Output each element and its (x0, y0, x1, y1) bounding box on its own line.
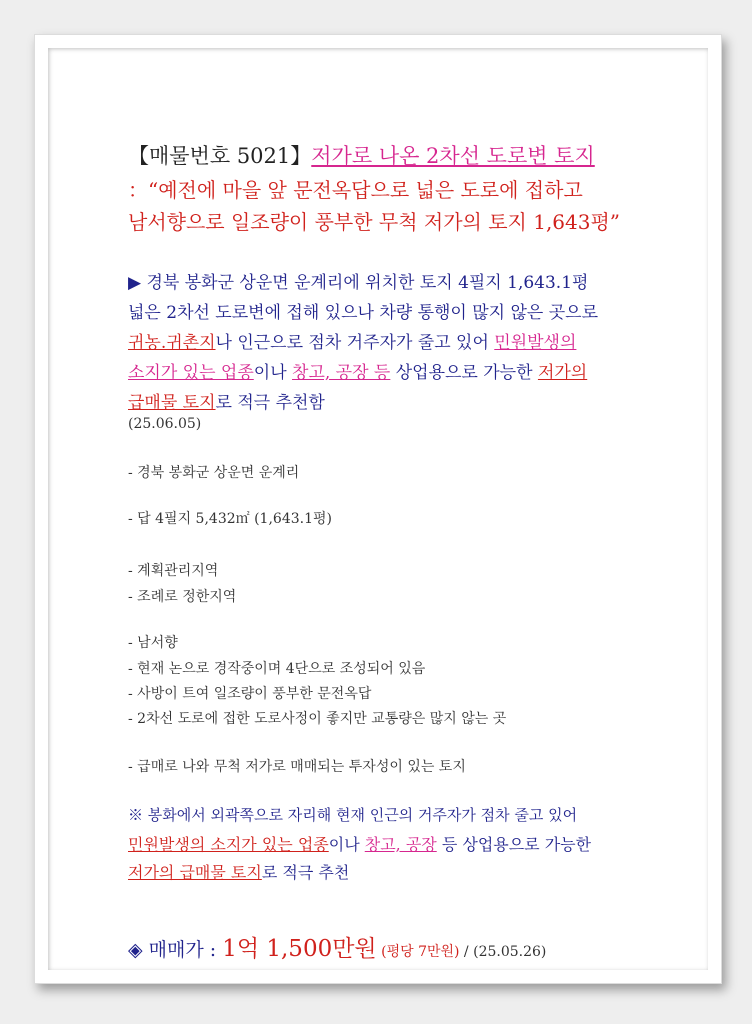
highlight-text: 창고, 공장 (364, 835, 437, 854)
highlight-text: 저가의 급매물 토지 (128, 863, 262, 882)
summary-line-2: 남서향으로 일조량이 풍부한 무척 저가의 토지 1,643평” (128, 210, 621, 234)
price-value: 1억 1,500만원 (222, 936, 377, 962)
intro-text: 나 인근으로 점차 거주자가 줄고 있어 (215, 333, 495, 353)
detail-item: - 현재 논으로 경작중이며 4단으로 조성되어 있음 (128, 661, 426, 677)
intro-line-3 (128, 328, 576, 353)
detail-item: - 급매로 나와 무척 저가로 매매되는 투자성이 있는 토지 (128, 759, 466, 775)
price-date: / (25.05.26) (459, 944, 547, 960)
intro-line-2: 넓은 2차선 도로변에 접해 있으나 차량 통행이 많지 않은 곳으로 (128, 303, 598, 323)
highlight-text: 민원발생의 (494, 333, 577, 353)
detail-item: - 남서향 (128, 635, 178, 651)
intro-line-5 (128, 388, 325, 413)
listing-headline: 저가로 나온 2차선 도로변 토지 (311, 144, 595, 168)
highlight-text: 민원발생의 소지가 있는 업종 (128, 835, 329, 854)
highlight-text: 소지가 있는 업종 (128, 363, 254, 383)
note-text: 로 적극 추천 (261, 863, 350, 882)
detail-item: - 계획관리지역 (128, 563, 219, 579)
highlight-text: 저가의 (537, 363, 588, 383)
intro-text: 이나 (253, 363, 293, 383)
note-line-2 (128, 832, 591, 855)
price-label: ◈ 매매가 : (128, 939, 223, 961)
intro-text: 상업용으로 가능한 (390, 363, 538, 383)
summary-line-1: ：“예전에 마을 앞 문전옥답으로 넓은 도로에 접하고 (128, 178, 583, 202)
detail-item: - 경북 봉화군 상운면 운계리 (128, 465, 300, 481)
intro-text: 로 적극 추천함 (215, 393, 325, 413)
note-line-1: ※ 봉화에서 외곽쪽으로 자리해 현재 인근의 거주자가 점차 줄고 있어 (128, 806, 578, 824)
intro-line-4 (128, 358, 587, 383)
highlight-text: 창고, 공장 등 (292, 363, 391, 383)
price-per-pyeong: (평당 7만원) (376, 944, 460, 960)
detail-item: - 조례로 정한지역 (128, 589, 237, 605)
listing-title (128, 140, 595, 170)
price-line (128, 930, 546, 963)
highlight-text: 급매물 토지 (128, 393, 216, 413)
note-line-3 (128, 860, 349, 883)
listing-number: 【매물번호 5021】 (128, 144, 312, 168)
detail-item: - 사방이 트여 일조량이 풍부한 문전옥답 (128, 686, 372, 702)
note-text: 등 상업용으로 가능한 (436, 835, 592, 854)
document-inner (48, 48, 708, 970)
detail-item: - 2차선 도로에 접한 도로사정이 좋지만 교통량은 많지 않는 곳 (128, 711, 507, 727)
document-frame (34, 34, 722, 984)
detail-item: - 답 4필지 5,432㎡ (1,643.1평) (128, 511, 332, 527)
note-text: 이나 (328, 835, 365, 854)
highlight-text: 귀농.귀촌지 (128, 333, 216, 353)
intro-date: (25.06.05) (128, 416, 202, 432)
intro-line-1: ▶ 경북 봉화군 상운면 운계리에 위치한 토지 4필지 1,643.1평 (128, 273, 589, 293)
